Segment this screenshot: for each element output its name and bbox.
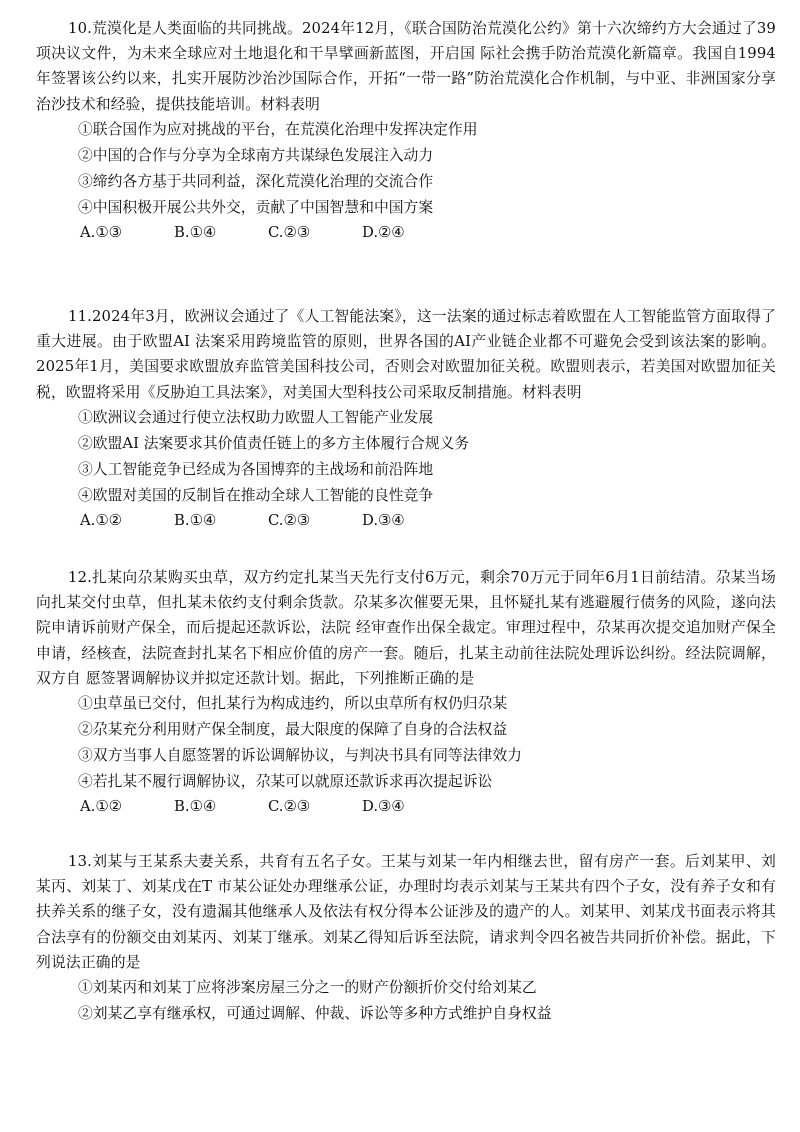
choice-a: A.①② [80,798,122,816]
choice-d: D.③④ [362,511,405,529]
choice-b: B.①④ [174,511,217,529]
option-3: ③双方当事人自愿签署的诉讼调解协议，与判决书具有同等法律效力 [78,747,522,765]
choice-a: A.①② [80,511,122,529]
answer-choices [36,221,776,245]
choice-d: D.②④ [362,223,405,241]
question-stem: 11.2024年3月，欧洲议会通过了《人工智能法案》，这一法案的通过标志着欧盟在人工智能监管方面取得了重大进展。由于欧盟AI 法案采用跨境监管的原则，世界各国的AI产业链企业都不可避免会受到该法案的影响。2025年1月，美国要求欧盟放弃监管美国科技公司，否则会对欧盟加征关税。欧盟则表示，若美国对欧盟加征关税，欧盟将采用《反胁迫工具法案》，对美国大型科技公司采取反制措施。材料表明 [36,308,776,401]
question-12 [36,565,776,819]
option-3: ③缔约各方基于共同利益，深化荒漠化治理的交流合作 [78,172,434,190]
choice-c: C.②③ [268,511,311,529]
choice-b: B.①④ [174,223,217,241]
option-2: ②尕某充分利用财产保全制度，最大限度的保障了自身的合法权益 [78,721,508,739]
question-10 [36,16,776,245]
option-4: ④中国积极开展公共外交，贡献了中国智慧和中国方案 [78,198,434,216]
option-4: ④欧盟对美国的反制旨在推动全球人工智能的良性竞争 [78,486,434,504]
option-3: ③人工智能竞争已经成为各国博弈的主战场和前沿阵地 [78,460,434,478]
question-stem: 12.扎某向尕某购买虫草，双方约定扎某当天先行支付6万元，剩余70万元于同年6月1日前结清。尕某当场向扎某交付虫草，但扎某未依约支付剩余货款。尕某多次催要无果，且怀疑扎某有逃避履行债务的风险，遂向法院申请诉前财产保全，而后提起还款诉讼，法院 经审查作出保全裁定。审理过程中，尕某再次提交追加财产保全申请，经核查，法院查封扎某名下相应价值的房产一套。随后，扎某主动前往法院处理诉讼纠纷。经法院调解，双方自 愿签署调解协议并拟定还款计划。据此，下列推断正确的是 [36,569,776,687]
option-2: ②欧盟AI 法案要求其价值责任链上的多方主体履行合规义务 [78,434,470,452]
question-stem: 10.荒漠化是人类面临的共同挑战。2024年12月，《联合国防治荒漠化公约》第十六次缔约方大会通过了39项决议文件，为未来全球应对土地退化和干旱擘画新蓝图，开启国 际社会携手防治荒漠化新篇章。我国自1994年签署该公约以来，扎实开展防沙治沙国际合作，开拓“一带一路”防治荒漠化合作机制，与中亚、非洲国家分享治沙技术和经验，提供技能培训。材料表明 [36,20,776,113]
option-1: ①虫草虽已交付，但扎某行为构成违约，所以虫草所有权仍归尕某 [78,695,508,713]
choice-b: B.①④ [174,798,217,816]
choice-c: C.②③ [268,798,311,816]
question-stem: 13.刘某与王某系夫妻关系，共育有五名子女。王某与刘某一年内相继去世，留有房产一套。后刘某甲、刘某丙、刘某丁、刘某戊在T 市某公证处办理继承公证，办理时均表示刘某与王某共有四个子女，没有养子女和有扶养关系的继子女，没有遗漏其他继承人及依法有权分得本公证涉及的遗产的人。刘某甲、刘某戊书面表示将其合法享有的份额交由刘某丙、刘某丁继承。刘某乙得知后诉至法院，请求判令四名被告共同折价补偿。据此，下列说法正确的是 [36,853,776,971]
option-1: ①刘某丙和刘某丁应将涉案房屋三分之一的财产份额折价交付给刘某乙 [78,979,537,997]
answer-choices [36,795,776,819]
choice-a: A.①③ [80,223,122,241]
option-1: ①联合国作为应对挑战的平台，在荒漠化治理中发挥决定作用 [78,120,478,138]
option-2: ②中国的合作与分享为全球南方共谋绿色发展注入动力 [78,146,434,164]
answer-choices [36,509,776,533]
question-13 [36,849,776,1027]
choice-c: C.②③ [268,223,311,241]
option-1: ①欧洲议会通过行使立法权助力欧盟人工智能产业发展 [78,408,434,426]
choice-d: D.③④ [362,798,405,816]
question-11 [36,304,776,533]
option-2: ②刘某乙享有继承权，可通过调解、仲裁、诉讼等多种方式维护自身权益 [78,1005,552,1023]
option-4: ④若扎某不履行调解协议，尕某可以就原还款诉求再次提起诉讼 [78,773,493,791]
